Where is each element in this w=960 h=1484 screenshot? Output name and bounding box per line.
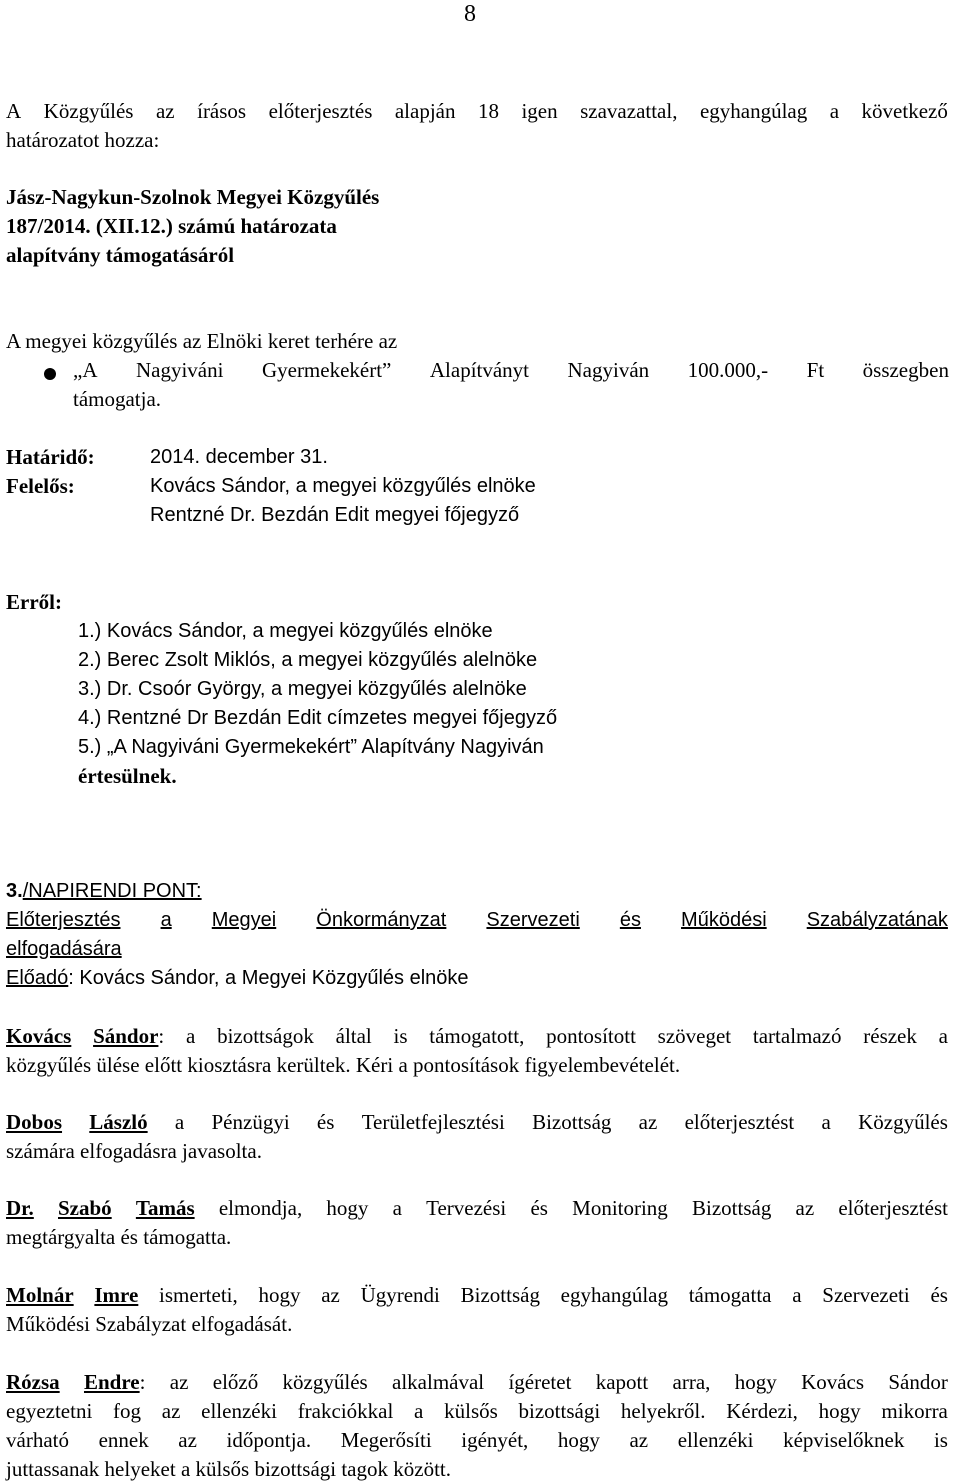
word: ígéretet [508, 1370, 572, 1394]
word: Bizottság [460, 1283, 540, 1307]
body-line-1: A megyei közgyűlés az Elnöki keret terhére az [6, 329, 398, 353]
resolution-line-3: alapítvány támogatásáról [6, 243, 235, 267]
deadline-value: 2014. december 31. [150, 446, 328, 468]
responsible-label: Felelős: [6, 474, 75, 498]
word: arra, [672, 1370, 711, 1394]
word: az [155, 99, 175, 123]
word: Tamás [135, 1196, 195, 1220]
resolution-line-2: 187/2014. (XII.12.) számú határozata [6, 214, 337, 238]
word: az [321, 1283, 340, 1307]
word: az [795, 1196, 815, 1220]
word: Közgyűlés [43, 99, 134, 123]
para-5-line-1 [6, 1368, 948, 1397]
para-3-line-2: megtárgyalta és támogatta. [6, 1225, 232, 1249]
word: írásos [197, 99, 247, 123]
word: 100.000,- [687, 358, 769, 382]
word: igen [521, 99, 558, 123]
word: támogatta [688, 1283, 772, 1307]
notify-item-2: 2.) Berec Zsolt Miklós, a megyei közgyűlés alelnöke [78, 649, 538, 671]
word: egyeztetni [6, 1399, 93, 1423]
word: pontosított [546, 1024, 636, 1048]
para-1-line-2: közgyűlés ülése előtt kiosztásra kerültek. Kéri a pontosítások figyelembevételét. [6, 1053, 681, 1077]
responsible-value-2: Rentzné Dr. Bezdán Edit megyei főjegyző [150, 504, 520, 526]
word: összegben [862, 358, 949, 382]
bullet-line-1-words [73, 356, 949, 385]
word: hogy [818, 1399, 861, 1423]
word: Szervezeti [486, 909, 580, 931]
para-5-line-3-words [6, 1426, 948, 1455]
word: Megyei [211, 909, 277, 931]
word: Rózsa [6, 1370, 60, 1394]
para-4-line-1 [6, 1281, 948, 1310]
para-5-line-3 [6, 1426, 948, 1455]
word: hogy [258, 1283, 301, 1307]
word: A [6, 99, 22, 123]
para-4-line-2: Működési Szabályzat elfogadását. [6, 1312, 293, 1336]
word: a [938, 1024, 948, 1048]
agenda-heading-text: /NAPIRENDI PONT: [22, 880, 202, 902]
word: Imre [94, 1283, 139, 1307]
word: következő [861, 99, 948, 123]
notify-item-4: 4.) Rentzné Dr Bezdán Edit címzetes megyei főjegyző [78, 707, 558, 729]
word: időpontja. [226, 1428, 312, 1452]
para-5-line-4: juttassanak helyeket a külsős bizottsági tagok között. [6, 1457, 451, 1481]
word: Nagyiváni [135, 358, 224, 382]
notify-item-5: 5.) „A Nagyiváni Gyermekekért” Alapítvány Nagyiván [78, 736, 544, 758]
word: és [930, 1283, 948, 1307]
word: hogy [557, 1428, 600, 1452]
word: előző [212, 1370, 259, 1394]
word: is [393, 1024, 408, 1048]
notify-label: Erről: [6, 590, 62, 614]
agenda-heading-num: 3. [6, 880, 23, 902]
word: Közgyűlés [858, 1110, 948, 1134]
word: Sándor: [93, 1024, 165, 1048]
word: ismerteti, [159, 1283, 238, 1307]
word: Molnár [6, 1283, 74, 1307]
word: Megerősíti [340, 1428, 432, 1452]
presenter-label: Előadó [6, 967, 69, 989]
word: Alapítványt [429, 358, 530, 382]
word: a [414, 1399, 424, 1423]
word: Kovács [6, 1024, 72, 1048]
word: helyekről. [620, 1399, 706, 1423]
word: mikorra [881, 1399, 948, 1423]
word: Monitoring [572, 1196, 668, 1220]
word: László [89, 1110, 148, 1134]
word: külsős [444, 1399, 498, 1423]
word: és [530, 1196, 548, 1220]
word: Ft [806, 358, 825, 382]
word: és [619, 909, 641, 931]
word: Dobos [6, 1110, 63, 1134]
para-5-line-1-words [6, 1368, 948, 1397]
word: kapott [595, 1370, 649, 1394]
word: Ügyrendi [360, 1283, 440, 1307]
word: egyhangúlag [699, 99, 808, 123]
para-5-line-2 [6, 1397, 948, 1426]
word: Sándor [888, 1370, 948, 1394]
word: a [186, 1024, 196, 1048]
para-3-line-1 [6, 1194, 948, 1223]
agenda-title-line-1 [6, 906, 948, 935]
word: is [933, 1428, 948, 1452]
para-5-line-2-words [6, 1397, 948, 1426]
word: Előterjesztés [6, 909, 121, 931]
word: Gyermekekért” [261, 358, 392, 382]
word: 18 [477, 99, 499, 123]
presenter-value: : Kovács Sándor, a Megyei Közgyűlés elnöke [68, 967, 469, 989]
page-number: 8 [464, 1, 476, 27]
word: Kovács [801, 1370, 865, 1394]
word: előterjesztés [268, 99, 373, 123]
responsible-value-1: Kovács Sándor, a megyei közgyűlés elnöke [150, 475, 536, 497]
agenda-title-words [6, 906, 948, 935]
word: Területfejlesztési [361, 1110, 505, 1134]
word: Bizottság [532, 1110, 612, 1134]
word: ellenzéki [677, 1428, 754, 1452]
intro-line-1 [6, 97, 948, 126]
deadline-label: Határidő: [6, 445, 95, 469]
word: Dr. [6, 1196, 34, 1220]
word: Endre: [83, 1370, 146, 1394]
word: „A [73, 358, 98, 382]
word: előterjesztést [838, 1196, 948, 1220]
word: Működési [681, 909, 767, 931]
word: szavazattal, [580, 99, 678, 123]
word: részek [863, 1024, 917, 1048]
word: frakciókkal [297, 1399, 394, 1423]
bullet-line-1 [73, 356, 949, 385]
word: a [792, 1283, 802, 1307]
word: hogy [326, 1196, 369, 1220]
word: az [178, 1428, 197, 1452]
word: igényét, [461, 1428, 529, 1452]
word: a [821, 1110, 831, 1134]
word: a [829, 99, 840, 123]
intro-line-2: határozatot hozza: [6, 128, 160, 152]
word: alkalmával [392, 1370, 485, 1394]
word: a [160, 909, 172, 931]
word: elmondja, [218, 1196, 303, 1220]
para-1-line-1 [6, 1022, 948, 1051]
word: Pénzügyi [211, 1110, 290, 1134]
bullet-icon [44, 368, 56, 380]
word: Szabó [58, 1196, 112, 1220]
notify-item-1: 1.) Kovács Sándor, a megyei közgyűlés elnöke [78, 620, 493, 642]
intro-line-1-words [6, 97, 948, 126]
word: Tervezési [426, 1196, 507, 1220]
word: alapján [394, 99, 456, 123]
word: közgyűlés [282, 1370, 368, 1394]
word: fog [113, 1399, 142, 1423]
word: a [174, 1110, 185, 1134]
word: Szabályzatának [806, 909, 948, 931]
word: az [629, 1428, 649, 1452]
word: Önkormányzat [316, 909, 447, 931]
word: Kérdezi, [726, 1399, 798, 1423]
agenda-heading [6, 877, 202, 906]
para-2-line-1-words [6, 1108, 948, 1137]
word: képviselőknek [783, 1428, 905, 1452]
word: Szervezeti [822, 1283, 910, 1307]
word: tartalmazó [752, 1024, 842, 1048]
notify-item-3: 3.) Dr. Csoór György, a megyei közgyűlés alelnöke [78, 678, 527, 700]
presenter [6, 964, 469, 993]
resolution-line-1: Jász-Nagykun-Szolnok Megyei Közgyűlés [6, 185, 380, 209]
word: ennek [98, 1428, 149, 1452]
word: az [169, 1370, 189, 1394]
word: Bizottság [692, 1196, 772, 1220]
word: bizottsági [518, 1399, 601, 1423]
word: ellenzéki [201, 1399, 277, 1423]
word: hogy [734, 1370, 777, 1394]
notify-closing: értesülnek. [78, 764, 177, 788]
para-2-line-2: számára elfogadásra javasolta. [6, 1139, 262, 1163]
word: az [638, 1110, 658, 1134]
word: a [392, 1196, 402, 1220]
word: az [161, 1399, 181, 1423]
word: bizottságok [217, 1024, 314, 1048]
word: várható [6, 1428, 69, 1452]
para-2-line-1 [6, 1108, 948, 1137]
word: Nagyiván [567, 358, 650, 382]
para-4-line-1-words [6, 1281, 948, 1310]
word: előterjesztést [684, 1110, 795, 1134]
word: egyhangúlag [560, 1283, 668, 1307]
word: támogatott, [429, 1024, 525, 1048]
para-3-line-1-words [6, 1194, 948, 1223]
agenda-title-line-2: elfogadására [6, 938, 122, 960]
word: által [335, 1024, 372, 1048]
word: és [316, 1110, 335, 1134]
para-1-line-1-words [6, 1022, 948, 1051]
bullet-line-2: támogatja. [73, 387, 162, 411]
word: szöveget [657, 1024, 732, 1048]
